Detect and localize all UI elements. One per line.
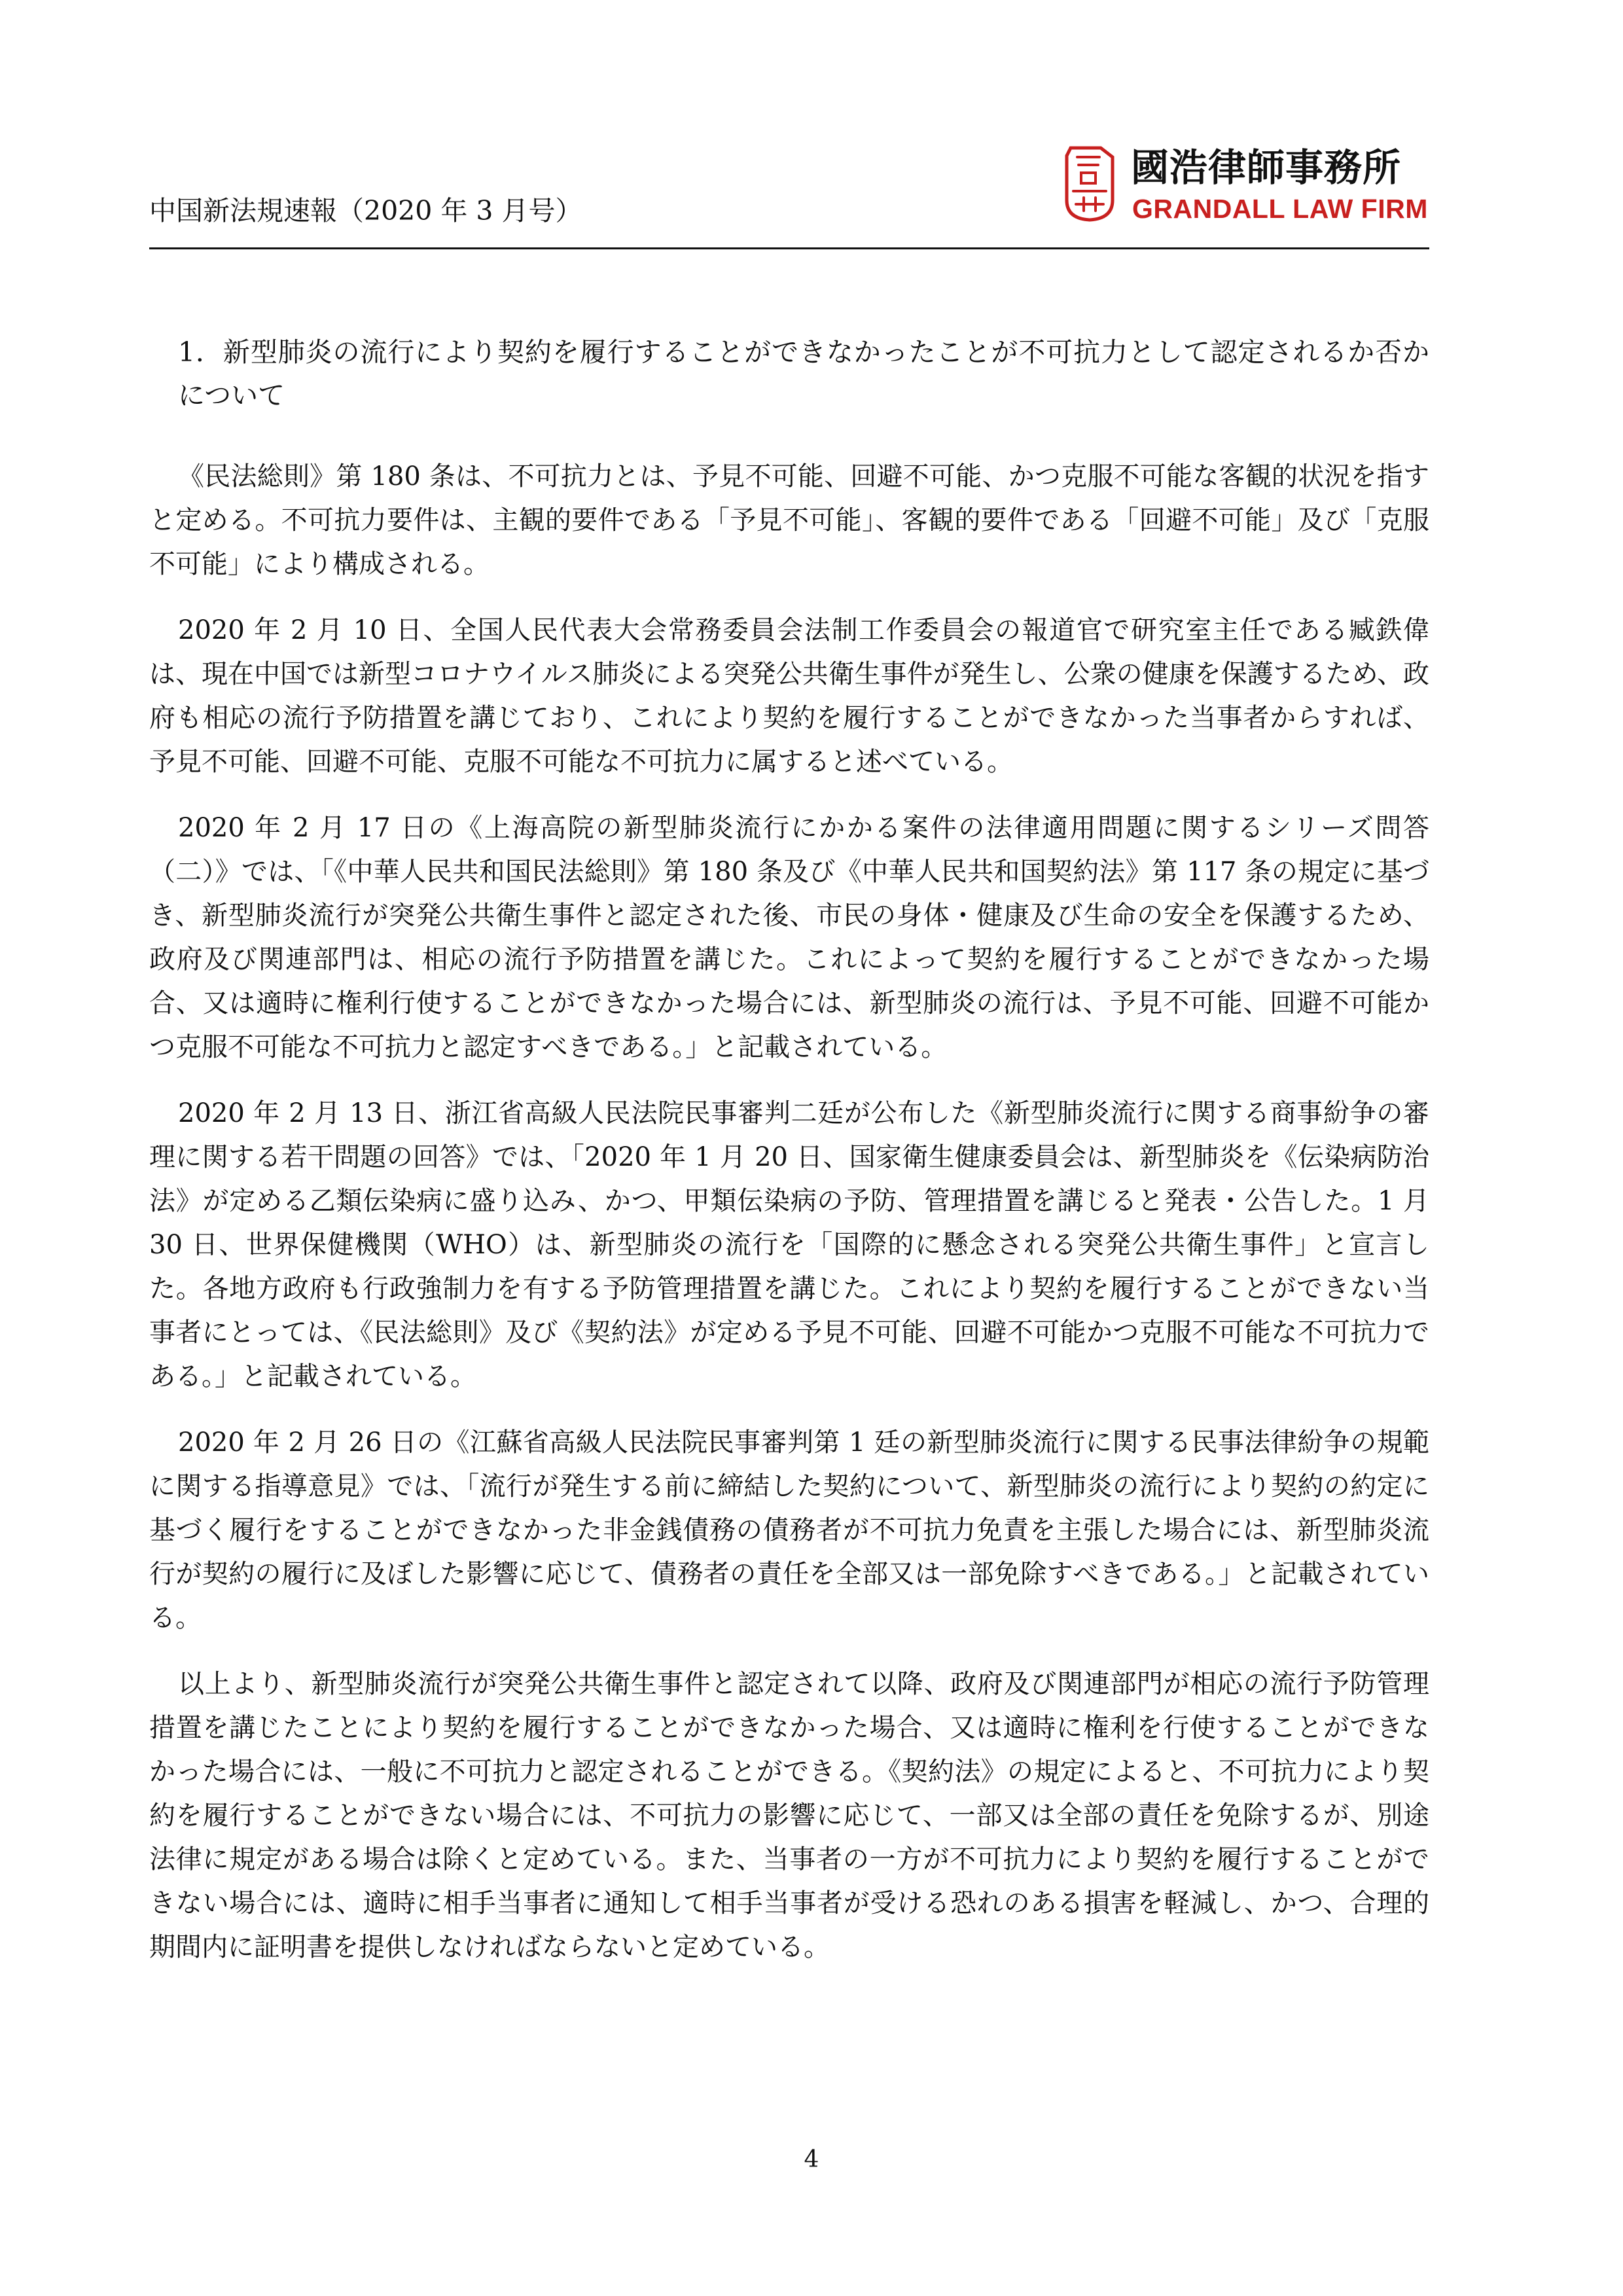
report-title: 中国新法規速報（2020 年 3 月号） — [149, 195, 582, 226]
paragraph: 《民法総則》第 180 条は、不可抗力とは、予見不可能、回避不可能、かつ克服不可能な客観的状況を指すと定める。不可抗力要件は、主観的要件である「予見不可能」、客観的要件である「回避不可能」及び「克服不可能」により構成される。 — [149, 461, 1429, 579]
paragraph: 2020 年 2 月 17 日の《上海高院の新型肺炎流行にかかる案件の法律適用問題に関するシリーズ問答（二）》では、「《中華人民共和国民法総則》第 180 条及び《中華人民共和国契約法》第 117 条の規定に基づき、新型肺炎流行が突発公共衛生事件と認定された後、市民の身体・健康及び生命の安全を保護するため、政府及び関連部門は、相応の流行予防措置を講じた。これによって契約を履行することができなかった場合、又は適時に権利行使することができなかった場合には、新型肺炎の流行は、予見不可能、回避不可能かつ克服不可能な不可抗力と認定すべきである。」と記載されている。 — [149, 813, 1429, 1062]
page-number: 4 — [804, 2146, 819, 2173]
firm-logo — [1061, 143, 1428, 228]
paragraph: 2020 年 2 月 26 日の《江蘇省高級人民法院民事審判第 1 廷の新型肺炎流行に関する民事法律紛争の規範に関する指導意見》では、「流行が発生する前に締結した契約について、新型肺炎の流行により契約の約定に基づく履行をすることができなかった非金銭債務の債務者が不可抗力免責を主張した場合には、新型肺炎流行が契約の履行に及ぼした影響に応じて、債務者の責任を全部又は一部免除すべきである。」と記載されている。 — [149, 1427, 1429, 1633]
firm-name-chinese: 國浩律師事務所 — [1131, 145, 1402, 190]
paragraph: 2020 年 2 月 13 日、浙江省高級人民法院民事審判二廷が公布した《新型肺炎流行に関する商事紛争の審理に関する若干問題の回答》では、「2020 年 1 月 20 日、国家衛生健康委員会は、新型肺炎を《伝染病防治法》が定める乙類伝染病に盛り込み、かつ、甲類伝染病の予防、管理措置を講じると発表・公告した。1 月 30 日、世界保健機関（WHO）は、新型肺炎の流行を「国際的に懸念される突発公共衛生事件」と宣言した。各地方政府も行政強制力を有する予防管理措置を講じた。これにより契約を履行することができない当事者にとっては、《民法総則》及び《契約法》が定める予見不可能、回避不可能かつ克服不可能な不可抗力である。」と記載されている。 — [149, 1098, 1429, 1391]
seal-icon — [1061, 143, 1118, 224]
section-heading — [149, 331, 1429, 417]
section-title: 新型肺炎の流行により契約を履行することができなかったことが不可抗力として認定されるか否かについて — [178, 336, 1429, 411]
paragraph: 以上より、新型肺炎流行が突発公共衛生事件と認定されて以降、政府及び関連部門が相応の流行予防管理措置を講じたことにより契約を履行することができなかった場合、又は適時に権利を行使することができなかった場合には、一般に不可抗力と認定されることができる。《契約法》の規定によると、不可抗力により契約を履行することができない場合には、不可抗力の影響に応じて、一部又は全部の責任を免除するが、別途法律に規定がある場合は除くと定めている。また、当事者の一方が不可抗力により契約を履行することができない場合には、適時に相手当事者に通知して相手当事者が受ける恐れのある損害を軽減し、かつ、合理的期間内に証明書を提供しなければならないと定めている。 — [149, 1669, 1429, 1962]
page-body — [149, 331, 1429, 1992]
section-number: 1． — [178, 336, 223, 368]
header-divider — [149, 247, 1429, 249]
paragraph: 2020 年 2 月 10 日、全国人民代表大会常務委員会法制工作委員会の報道官で研究室主任である臧鉄偉は、現在中国では新型コロナウイルス肺炎による突発公共衛生事件が発生し、公衆の健康を保護するため、政府も相応の流行予防措置を講じており、これにより契約を履行することができなかった当事者からすれば、予見不可能、回避不可能、克服不可能な不可抗力に属すると述べている。 — [149, 615, 1429, 777]
firm-name-english: GRANDALL LAW FIRM — [1132, 194, 1428, 224]
